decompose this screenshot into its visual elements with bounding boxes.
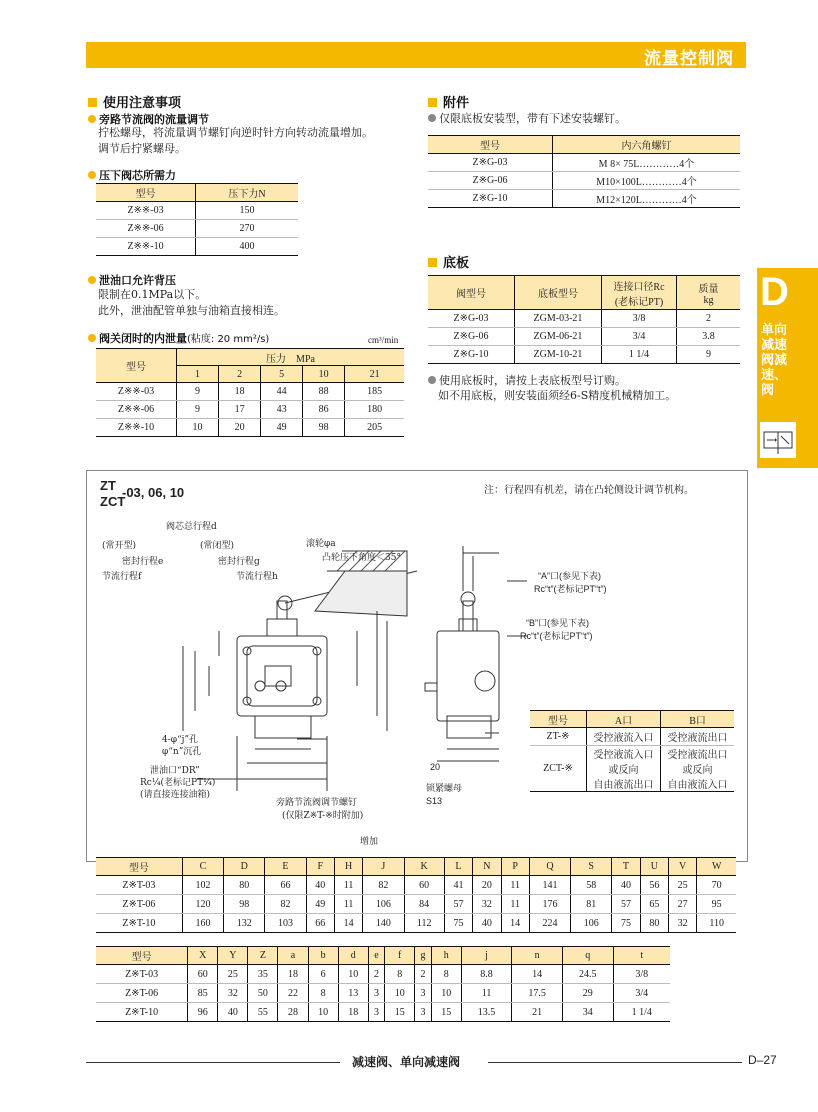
- label-throttle-h: 节流行程h: [236, 572, 278, 582]
- table-cell: 11: [334, 876, 362, 895]
- usage-heading: 使用注意事项: [88, 92, 181, 111]
- table-cell: 141: [529, 876, 570, 895]
- table-row: Z※※-10 400: [96, 238, 298, 256]
- leakage-unit: cm³/min: [368, 335, 399, 345]
- table-cell: 13: [338, 984, 368, 1003]
- table-cell: 102: [182, 876, 223, 895]
- table-cell: 3: [368, 984, 384, 1003]
- table-cell: 8.8: [461, 965, 512, 984]
- table-cell: 40: [612, 876, 640, 895]
- table-cell: 21: [512, 1003, 563, 1022]
- valve-symbol-icon: [760, 422, 796, 458]
- bypass-line-1: 拧松螺母，将流量调节螺钉向逆时针方向转动流量增加。: [98, 126, 373, 139]
- table-row: [96, 1003, 670, 1022]
- diagram-sizes: -03, 06, 10: [122, 485, 185, 500]
- table-row: ZCT-※ 受控液流入口 或反向 自由液流出口 受控液流出口 或反向 自由液流入口: [530, 746, 734, 792]
- side-tab-label: 单向减速阀减速、阀: [761, 323, 788, 398]
- table-cell: 98: [224, 895, 265, 914]
- table-cell: Z※T-10: [96, 1003, 188, 1022]
- table-cell: 60: [188, 965, 218, 984]
- subplate-heading: 底板: [428, 252, 469, 271]
- drain-line-1: 限制在0.1MPa以下。: [98, 288, 207, 301]
- table-cell: 70: [697, 876, 736, 895]
- table-cell: 120: [182, 895, 223, 914]
- table-cell: 3/4: [613, 984, 670, 1003]
- table-cell: 8: [431, 965, 461, 984]
- table-cell: 32: [473, 895, 501, 914]
- table-row: Z※※-06 9 17 43 86 180: [96, 401, 404, 419]
- table-cell: 55: [248, 1003, 278, 1022]
- table-cell: 82: [265, 895, 306, 914]
- table-cell: 224: [529, 914, 570, 933]
- column-header: N: [473, 858, 501, 876]
- subplate-note-1: 使用底板时，请按上表底板型号订购。: [428, 373, 626, 388]
- table-cell: 66: [265, 876, 306, 895]
- table-cell: 60: [404, 876, 444, 895]
- bypass-line-2: 调节后拧紧螺母。: [98, 142, 186, 155]
- column-header: n: [512, 947, 563, 965]
- table-cell: 25: [218, 965, 248, 984]
- accessory-heading: 附件: [428, 92, 469, 111]
- leakage-table: 型号 压力 MPa 1 2 5 10 21 Z※※-03 9 18 44 88 185 Z※※-06 9 17 43 86 180 Z※※-10 10 20 49 98 205: [96, 348, 404, 437]
- table-cell: 13.5: [461, 1003, 512, 1022]
- label-normally-closed: (常闭型): [200, 541, 235, 551]
- column-header: q: [562, 947, 613, 965]
- table-cell: 75: [444, 914, 472, 933]
- table-cell: 34: [562, 1003, 613, 1022]
- table-row: [96, 914, 736, 933]
- label-port-a: “A”口(参见下表): [538, 571, 601, 581]
- label-port-b: “B”口(参见下表): [526, 618, 589, 628]
- column-header: C: [182, 858, 223, 876]
- column-header: K: [404, 858, 444, 876]
- table-cell: 10: [308, 1003, 338, 1022]
- table-cell: 56: [640, 876, 668, 895]
- leakage-title: 阀关闭时的内泄量(粘度: 20 mm²/s): [88, 330, 269, 346]
- table-cell: 10: [338, 965, 368, 984]
- accessory-table: 型号 内六角螺钉 Z※G-03 M 8× 75L…………4个 Z※G-06 M10×100L…………4个 Z※G-10 M12×120L…………4个: [428, 135, 740, 208]
- table-cell: 2: [368, 965, 384, 984]
- column-header: Y: [218, 947, 248, 965]
- table-cell: 49: [306, 895, 334, 914]
- column-header: h: [431, 947, 461, 965]
- label-bypass-2: (仅限Z※T-※时附加): [282, 811, 364, 821]
- column-header: F: [306, 858, 334, 876]
- column-header: X: [188, 947, 218, 965]
- column-header: g: [415, 947, 431, 965]
- table-cell: 11: [461, 984, 512, 1003]
- table-cell: Z※T-03: [96, 876, 182, 895]
- table-cell: 14: [501, 914, 529, 933]
- table-cell: 8: [308, 984, 338, 1003]
- table-row: Z※G-10 M12×120L…………4个: [428, 190, 740, 208]
- table-cell: 3: [415, 984, 431, 1003]
- table-cell: 110: [697, 914, 736, 933]
- table-cell: 11: [501, 876, 529, 895]
- label-lock-nut-size: S13: [426, 796, 443, 806]
- table-cell: 81: [571, 895, 612, 914]
- label-lock-nut: 锁紧螺母: [426, 784, 463, 794]
- table-row: Z※G-06 ZGM-06-21 3/4 3.8: [428, 328, 740, 346]
- table-cell: 50: [248, 984, 278, 1003]
- label-bypass-1: 旁路节流阀调节螺钉: [276, 798, 358, 808]
- table-row: Z※G-03 M 8× 75L…………4个: [428, 154, 740, 172]
- table-cell: 10: [385, 984, 415, 1003]
- label-seal-g: 密封行程g: [218, 557, 260, 567]
- table-cell: 32: [669, 914, 697, 933]
- footer-line-right: [488, 1062, 742, 1063]
- table-cell: 15: [431, 1003, 461, 1022]
- diagram-model: ZT ZCT: [100, 478, 126, 509]
- table-cell: 24.5: [562, 965, 613, 984]
- port-table: 型号 A口 B口 ZT-※ 受控液流入口 受控液流出口 ZCT-※ 受控液流入口 或反向 自由液流出口 受控液流出口 或反向 自由液流入口: [530, 710, 734, 792]
- label-throttle-f: 节流行程f: [102, 572, 142, 582]
- table-cell: 176: [529, 895, 570, 914]
- label-drain-3: (请直接连接油箱): [140, 790, 211, 800]
- subplate-table: 阀型号 底板型号 连接口径Rc (老标记PT) 质量 kg Z※G-03 ZGM-03-21 3/8 2 Z※G-06 ZGM-06-21 3/4 3.8 Z※G-10 ZGM-10-21 1 1/4 9: [428, 275, 740, 364]
- table-cell: 18: [338, 1003, 368, 1022]
- label-holes-2: φ“n”沉孔: [162, 747, 202, 757]
- drain-line-2: 此外，泄油配管单独与油箱直接相连。: [98, 304, 285, 317]
- table-cell: 1 1/4: [613, 1003, 670, 1022]
- column-header: d: [338, 947, 368, 965]
- table-cell: Z※T-06: [96, 895, 182, 914]
- table-row: Z※G-10 ZGM-10-21 1 1/4 9: [428, 346, 740, 364]
- column-header: e: [368, 947, 384, 965]
- column-header: 型号: [96, 947, 188, 965]
- column-header: L: [444, 858, 472, 876]
- table-cell: 11: [334, 895, 362, 914]
- table-row: Z※※-06 270: [96, 220, 298, 238]
- table-cell: 17.5: [512, 984, 563, 1003]
- table-cell: 14: [512, 965, 563, 984]
- table-cell: 80: [224, 876, 265, 895]
- table-cell: 8: [385, 965, 415, 984]
- label-seal-e: 密封行程e: [122, 557, 164, 567]
- column-header: Z: [248, 947, 278, 965]
- table-cell: 29: [562, 984, 613, 1003]
- table-row: [96, 984, 670, 1003]
- table-row: Z※※-03 9 18 44 88 185: [96, 383, 404, 401]
- table-cell: 58: [571, 876, 612, 895]
- drain-title: 泄油口允许背压: [88, 272, 176, 288]
- table-cell: 85: [188, 984, 218, 1003]
- label-spool-stroke: 阀芯总行程d: [166, 522, 217, 532]
- table-cell: 3: [415, 1003, 431, 1022]
- table-cell: 20: [473, 876, 501, 895]
- column-header: W: [697, 858, 736, 876]
- label-port-a-rc: Rc“t”(老标记PT“t”): [534, 584, 607, 594]
- label-increase: 增加: [360, 837, 379, 847]
- table-cell: 22: [278, 984, 308, 1003]
- table-row: Z※※-03 150: [96, 202, 298, 220]
- label-holes-1: 4-φ“j”孔: [162, 735, 199, 745]
- table-cell: 66: [306, 914, 334, 933]
- label-normally-open: (常开型): [102, 541, 137, 551]
- dimension-table-1: [96, 857, 736, 933]
- column-header: Q: [529, 858, 570, 876]
- column-header: 型号: [96, 858, 182, 876]
- table-row: ZT-※ 受控液流入口 受控液流出口: [530, 728, 734, 746]
- footer-title: 减速阀、单向减速阀: [352, 1055, 461, 1069]
- column-header: f: [385, 947, 415, 965]
- table-row: [96, 876, 736, 895]
- column-header: E: [265, 858, 306, 876]
- table-cell: 106: [363, 895, 404, 914]
- table-cell: 40: [473, 914, 501, 933]
- table-cell: 14: [334, 914, 362, 933]
- table-cell: Z※T-10: [96, 914, 182, 933]
- accessory-note: 仅限底板安装型，带有下述安装螺钉。: [428, 111, 626, 126]
- label-cam-angle: 凸轮压下角度＜35°: [322, 553, 401, 563]
- table-cell: 106: [571, 914, 612, 933]
- table-cell: 6: [308, 965, 338, 984]
- table-cell: 57: [612, 895, 640, 914]
- column-header: j: [461, 947, 512, 965]
- column-header: b: [308, 947, 338, 965]
- side-tab-letter: D: [760, 270, 789, 314]
- label-roller: 滚轮φa: [306, 539, 336, 549]
- table-cell: 82: [363, 876, 404, 895]
- page-number: D–27: [748, 1053, 777, 1067]
- table-row: [96, 965, 670, 984]
- column-header: D: [224, 858, 265, 876]
- table-cell: 132: [224, 914, 265, 933]
- table-cell: 28: [278, 1003, 308, 1022]
- table-cell: 3/8: [613, 965, 670, 984]
- table-cell: 10: [431, 984, 461, 1003]
- table-cell: 27: [669, 895, 697, 914]
- column-header: U: [640, 858, 668, 876]
- table-cell: 32: [218, 984, 248, 1003]
- label-dim-20: 20: [430, 762, 441, 772]
- column-header: t: [613, 947, 670, 965]
- table-cell: 96: [188, 1003, 218, 1022]
- table-cell: 65: [640, 895, 668, 914]
- table-cell: 18: [278, 965, 308, 984]
- table-cell: 41: [444, 876, 472, 895]
- table-row: Z※G-06 M10×100L…………4个: [428, 172, 740, 190]
- table-cell: 140: [363, 914, 404, 933]
- press-force-table: 型号 压下力N Z※※-03 150 Z※※-06 270 Z※※-10 400: [96, 183, 298, 256]
- table-cell: Z※T-03: [96, 965, 188, 984]
- table-cell: 2: [415, 965, 431, 984]
- label-drain-1: 泄油口“DR”: [150, 766, 200, 776]
- table-cell: 57: [444, 895, 472, 914]
- table-cell: 112: [404, 914, 444, 933]
- table-cell: 15: [385, 1003, 415, 1022]
- label-drain-2: Rc¼(老标记PT¼): [140, 778, 216, 788]
- table-cell: 95: [697, 895, 736, 914]
- column-header: P: [501, 858, 529, 876]
- table-cell: 160: [182, 914, 223, 933]
- dimension-table-2: [96, 946, 670, 1022]
- table-row: Z※※-10 10 20 49 98 205: [96, 419, 404, 437]
- label-port-b-rc: Rc“t”(老标记PT“t”): [520, 631, 593, 641]
- column-header: a: [278, 947, 308, 965]
- column-header: S: [571, 858, 612, 876]
- table-cell: 11: [501, 895, 529, 914]
- table-row: [96, 895, 736, 914]
- table-cell: 80: [640, 914, 668, 933]
- diagram-note: 注：行程四有机差，请在凸轮侧设计调节机构。: [484, 485, 694, 496]
- bypass-title: 旁路节流阀的流量调节: [88, 111, 209, 127]
- column-header: V: [669, 858, 697, 876]
- table-cell: 84: [404, 895, 444, 914]
- table-cell: 40: [306, 876, 334, 895]
- column-header: J: [363, 858, 404, 876]
- column-header: H: [334, 858, 362, 876]
- subplate-note-2: 如不用底板，则安装面须经6-S精度机械精加工。: [438, 389, 677, 402]
- table-cell: 35: [248, 965, 278, 984]
- table-cell: 75: [612, 914, 640, 933]
- table-cell: 3: [368, 1003, 384, 1022]
- footer-line-left: [86, 1062, 340, 1063]
- table-row: Z※G-03 ZGM-03-21 3/8 2: [428, 310, 740, 328]
- page-title: 流量控制阀: [644, 49, 734, 69]
- press-force-title: 压下阀芯所需力: [88, 167, 176, 183]
- table-cell: Z※T-06: [96, 984, 188, 1003]
- column-header: T: [612, 858, 640, 876]
- table-cell: 40: [218, 1003, 248, 1022]
- table-cell: 103: [265, 914, 306, 933]
- table-cell: 25: [669, 876, 697, 895]
